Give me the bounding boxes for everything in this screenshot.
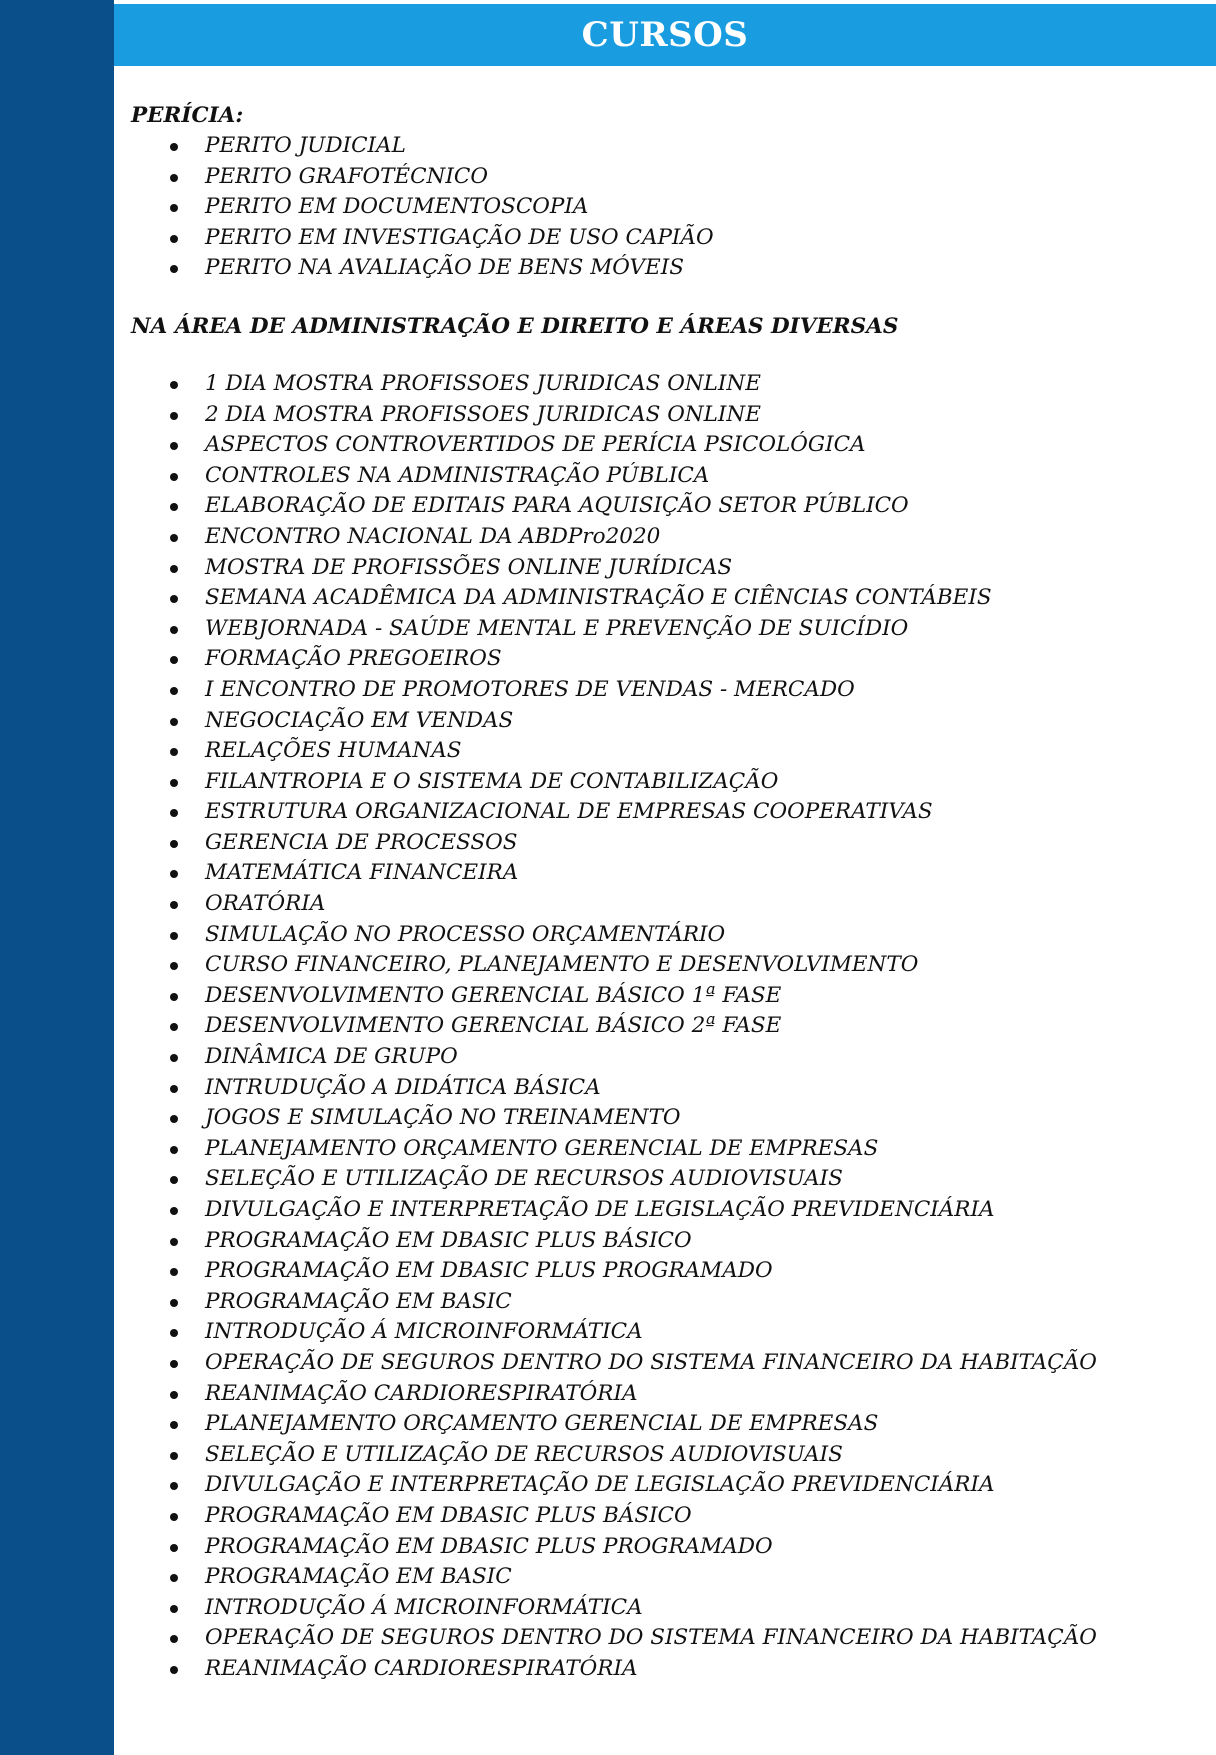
list-item: PERITO GRAFOTÉCNICO	[131, 162, 1191, 193]
list-item: REANIMAÇÃO CARDIORESPIRATÓRIA	[131, 1379, 1191, 1410]
list-item: MOSTRA DE PROFISSÕES ONLINE JURÍDICAS	[131, 553, 1191, 584]
pericia-course-list	[131, 131, 1191, 284]
list-item: OPERAÇÃO DE SEGUROS DENTRO DO SISTEMA FINANCEIRO DA HABITAÇÃO	[131, 1348, 1191, 1379]
header-bar	[114, 4, 1216, 66]
list-item: PROGRAMAÇÃO EM DBASIC PLUS BÁSICO	[131, 1501, 1191, 1532]
list-item: MATEMÁTICA FINANCEIRA	[131, 858, 1191, 889]
list-item: PROGRAMAÇÃO EM BASIC	[131, 1287, 1191, 1318]
list-item: I ENCONTRO DE PROMOTORES DE VENDAS - MERCADO	[131, 675, 1191, 706]
list-item: PROGRAMAÇÃO EM BASIC	[131, 1562, 1191, 1593]
list-item: WEBJORNADA - SAÚDE MENTAL E PREVENÇÃO DE SUICÍDIO	[131, 614, 1191, 645]
list-item: INTRUDUÇÃO A DIDÁTICA BÁSICA	[131, 1073, 1191, 1104]
page-title: CURSOS	[581, 15, 749, 55]
list-item: DIVULGAÇÃO E INTERPRETAÇÃO DE LEGISLAÇÃO PREVIDENCIÁRIA	[131, 1470, 1191, 1501]
list-item: PERITO EM DOCUMENTOSCOPIA	[131, 192, 1191, 223]
section-heading-admin: NA ÁREA DE ADMINISTRAÇÃO E DIREITO E ÁREAS DIVERSAS	[131, 313, 899, 339]
list-item: PERITO NA AVALIAÇÃO DE BENS MÓVEIS	[131, 253, 1191, 284]
list-item: SELEÇÃO E UTILIZAÇÃO DE RECURSOS AUDIOVISUAIS	[131, 1164, 1191, 1195]
document-content	[131, 100, 1191, 1685]
list-item: DESENVOLVIMENTO GERENCIAL BÁSICO 2ª FASE	[131, 1011, 1191, 1042]
list-item: CURSO FINANCEIRO, PLANEJAMENTO E DESENVOLVIMENTO	[131, 950, 1191, 981]
list-item: 2 DIA MOSTRA PROFISSOES JURIDICAS ONLINE	[131, 400, 1191, 431]
list-item: JOGOS E SIMULAÇÃO NO TREINAMENTO	[131, 1103, 1191, 1134]
list-item: OPERAÇÃO DE SEGUROS DENTRO DO SISTEMA FINANCEIRO DA HABITAÇÃO	[131, 1623, 1191, 1654]
admin-course-list	[131, 369, 1191, 1685]
list-item: NEGOCIAÇÃO EM VENDAS	[131, 706, 1191, 737]
list-item: PLANEJAMENTO ORÇAMENTO GERENCIAL DE EMPRESAS	[131, 1409, 1191, 1440]
list-item: PERITO EM INVESTIGAÇÃO DE USO CAPIÃO	[131, 223, 1191, 254]
list-item: INTRODUÇÃO Á MICROINFORMÁTICA	[131, 1317, 1191, 1348]
list-item: 1 DIA MOSTRA PROFISSOES JURIDICAS ONLINE	[131, 369, 1191, 400]
list-item: CONTROLES NA ADMINISTRAÇÃO PÚBLICA	[131, 461, 1191, 492]
section-heading-pericia: PERÍCIA:	[131, 103, 244, 128]
list-item: ESTRUTURA ORGANIZACIONAL DE EMPRESAS COOPERATIVAS	[131, 797, 1191, 828]
list-item: SEMANA ACADÊMICA DA ADMINISTRAÇÃO E CIÊNCIAS CONTÁBEIS	[131, 583, 1191, 614]
list-item: DIVULGAÇÃO E INTERPRETAÇÃO DE LEGISLAÇÃO PREVIDENCIÁRIA	[131, 1195, 1191, 1226]
list-item: DESENVOLVIMENTO GERENCIAL BÁSICO 1ª FASE	[131, 981, 1191, 1012]
list-item: FILANTROPIA E O SISTEMA DE CONTABILIZAÇÃO	[131, 767, 1191, 798]
list-item: PROGRAMAÇÃO EM DBASIC PLUS PROGRAMADO	[131, 1256, 1191, 1287]
list-item: ENCONTRO NACIONAL DA ABDPro2020	[131, 522, 1191, 553]
list-item: ELABORAÇÃO DE EDITAIS PARA AQUISIÇÃO SETOR PÚBLICO	[131, 491, 1191, 522]
list-item: SELEÇÃO E UTILIZAÇÃO DE RECURSOS AUDIOVISUAIS	[131, 1440, 1191, 1471]
list-item: REANIMAÇÃO CARDIORESPIRATÓRIA	[131, 1654, 1191, 1685]
list-item: FORMAÇÃO PREGOEIROS	[131, 644, 1191, 675]
left-sidebar-band	[0, 0, 114, 1755]
list-item: INTRODUÇÃO Á MICROINFORMÁTICA	[131, 1593, 1191, 1624]
list-item: DINÂMICA DE GRUPO	[131, 1042, 1191, 1073]
list-item: PLANEJAMENTO ORÇAMENTO GERENCIAL DE EMPRESAS	[131, 1134, 1191, 1165]
list-item: PROGRAMAÇÃO EM DBASIC PLUS BÁSICO	[131, 1226, 1191, 1257]
list-item: GERENCIA DE PROCESSOS	[131, 828, 1191, 859]
list-item: PERITO JUDICIAL	[131, 131, 1191, 162]
list-item: SIMULAÇÃO NO PROCESSO ORÇAMENTÁRIO	[131, 920, 1191, 951]
list-item: ORATÓRIA	[131, 889, 1191, 920]
list-item: PROGRAMAÇÃO EM DBASIC PLUS PROGRAMADO	[131, 1532, 1191, 1563]
list-item: ASPECTOS CONTROVERTIDOS DE PERÍCIA PSICOLÓGICA	[131, 430, 1191, 461]
list-item: RELAÇÕES HUMANAS	[131, 736, 1191, 767]
